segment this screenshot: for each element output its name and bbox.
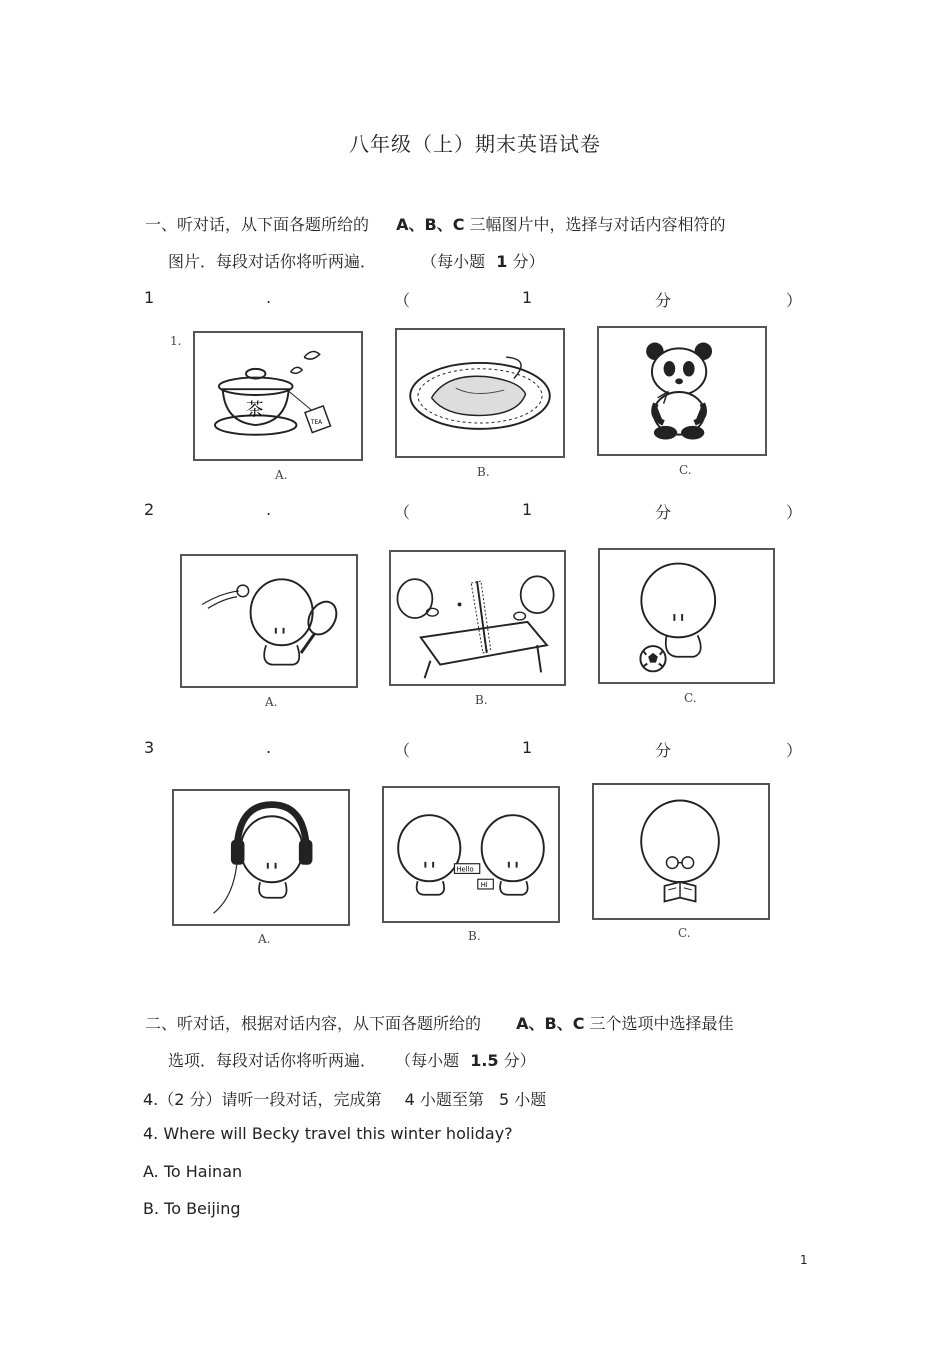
q4-intro-a: 4.（2 分）请听一段对话，完成第: [143, 1090, 382, 1109]
section1-per-question: （每小题: [421, 252, 486, 271]
picture-set-label: 1.: [170, 334, 182, 348]
caption-a: A.: [265, 695, 278, 709]
left-paren: （: [394, 503, 411, 522]
section2-points-unit: 分）: [503, 1051, 536, 1070]
picture-ping-pong[interactable]: [389, 550, 566, 686]
question-2-row: [0, 500, 950, 522]
section1-points: 1: [496, 252, 508, 271]
question-dot: .: [266, 738, 272, 757]
picture-reading[interactable]: [592, 783, 770, 920]
hello-bubble-text: Hello: [456, 865, 474, 874]
section1-instruction-line2: [168, 249, 544, 272]
right-paren: ）: [786, 291, 803, 310]
greeting-illustration: [384, 788, 558, 921]
caption-c: C.: [684, 691, 697, 705]
question-4-text: 4. Where will Becky travel this winter holiday?: [143, 1124, 513, 1143]
question-number: 1: [144, 288, 155, 307]
caption-b: B.: [468, 929, 481, 943]
section1-instruction-line1: [145, 212, 726, 235]
caption-a: A.: [275, 468, 288, 482]
question-points: 1: [522, 288, 533, 307]
option-b[interactable]: B. To Beijing: [143, 1199, 241, 1218]
question-points-unit: 分: [655, 291, 672, 310]
question-number: 3: [144, 738, 155, 757]
question-dot: .: [266, 288, 272, 307]
picture-football[interactable]: [598, 548, 775, 684]
left-paren: （: [394, 291, 411, 310]
question-points: 1: [522, 500, 533, 519]
hi-bubble-text: Hi: [480, 881, 488, 890]
page-number: 1: [800, 1253, 808, 1267]
option-a[interactable]: A. To Hainan: [143, 1162, 243, 1181]
question-4-intro: [143, 1087, 546, 1110]
question-dot: .: [266, 500, 272, 519]
tea-tag-text: TEA: [310, 420, 323, 427]
q4-intro-b: 4 小题至第: [404, 1090, 484, 1109]
panda-illustration: [599, 328, 765, 454]
section2-instruction-line1: [145, 1011, 734, 1034]
music-listener-illustration: [174, 791, 348, 924]
tea-cup-illustration: [195, 333, 361, 459]
caption-b: B.: [475, 693, 488, 707]
question-number: 2: [144, 500, 155, 519]
picture-roast-duck[interactable]: [395, 328, 565, 458]
tennis-player-illustration: [182, 556, 356, 686]
picture-tea[interactable]: [193, 331, 363, 461]
right-paren: ）: [786, 503, 803, 522]
picture-panda[interactable]: [597, 326, 767, 456]
section2-per-question: （每小题: [395, 1051, 460, 1070]
section2-text-line2: 选项．每段对话你将听两遍．: [168, 1051, 377, 1070]
question-points-unit: 分: [655, 741, 672, 760]
picture-headphones[interactable]: [172, 789, 350, 926]
section2-text-c: 三个选项中选择最佳: [589, 1014, 734, 1033]
football-player-illustration: [600, 550, 773, 682]
roast-duck-illustration: [397, 330, 563, 456]
section2-instruction-line2: [168, 1048, 536, 1071]
section1-options: A、B、C: [396, 215, 465, 234]
question-1-row: [0, 288, 950, 310]
question-3-row: [0, 738, 950, 760]
q4-intro-c: 5 小题: [499, 1090, 547, 1109]
section2-points: 1.5: [470, 1051, 499, 1070]
right-paren: ）: [786, 741, 803, 760]
caption-a: A.: [258, 932, 271, 946]
caption-c: C.: [678, 926, 691, 940]
section2-text-a: 二、听对话，根据对话内容，从下面各题所给的: [145, 1014, 482, 1033]
caption-b: B.: [477, 465, 490, 479]
section1-points-unit: 分）: [512, 252, 545, 271]
page-title: 八年级（上）期末英语试卷: [349, 132, 601, 156]
question-points-unit: 分: [655, 503, 672, 522]
ping-pong-illustration: [391, 552, 564, 684]
section1-text-line2: 图片．每段对话你将听两遍．: [168, 252, 377, 271]
picture-greeting[interactable]: [382, 786, 560, 923]
reading-illustration: [594, 785, 768, 918]
section1-text-c: 三幅图片中，选择与对话内容相符的: [469, 215, 726, 234]
left-paren: （: [394, 741, 411, 760]
caption-c: C.: [679, 463, 692, 477]
section1-text-a: 一、听对话，从下面各题所给的: [145, 215, 370, 234]
section2-options: A、B、C: [516, 1014, 585, 1033]
question-points: 1: [522, 738, 533, 757]
picture-tennis[interactable]: [180, 554, 358, 688]
tea-character: 茶: [246, 400, 264, 421]
